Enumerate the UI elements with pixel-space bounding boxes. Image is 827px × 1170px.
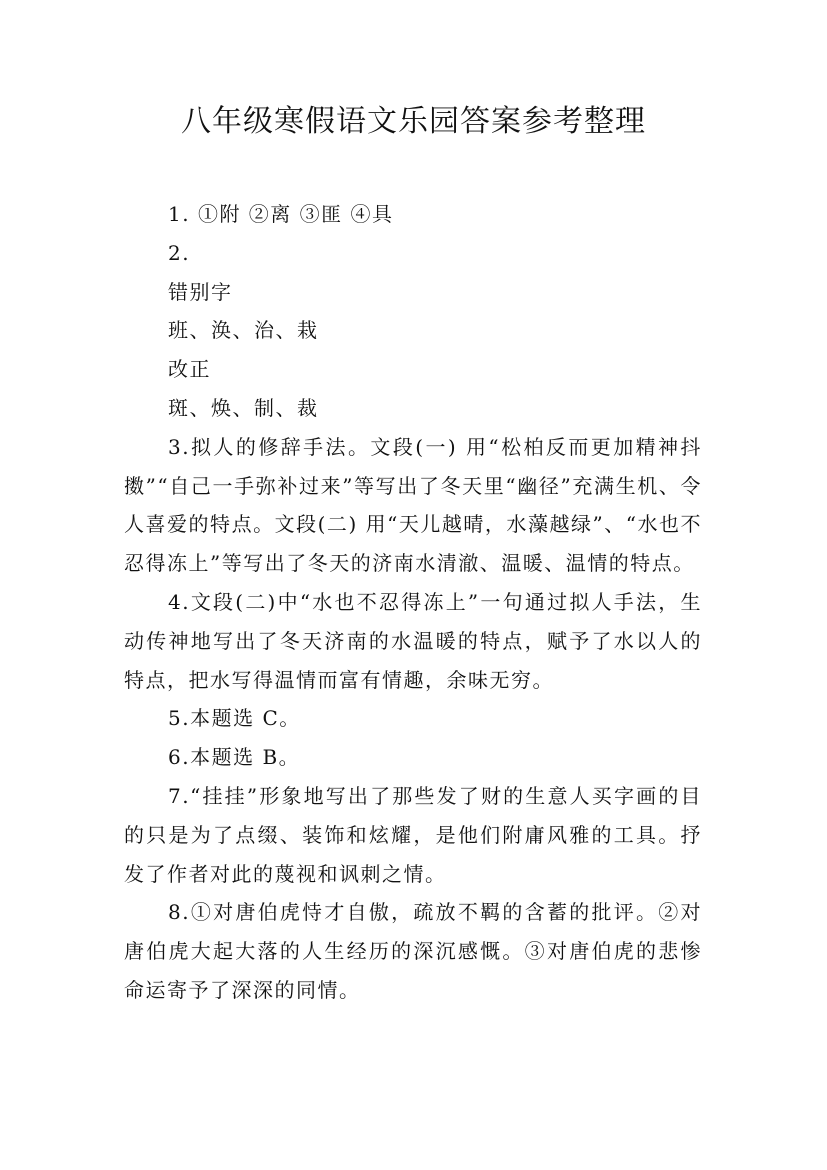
answer-2-fix-label: 改正 (168, 357, 211, 382)
answer-8: 8.①对唐伯虎恃才自傲，疏放不羁的含蓄的批评。②对唐伯虎大起大落的人生经历的深沉感慨。③对唐伯虎的悲惨命运寄予了深深的同情。 (124, 900, 702, 1002)
answer-3: 3.拟人的修辞手法。文段(一) 用“松柏反而更加精神抖擞”“自己一手弥补过来”等写出了冬天里“幽径”充满生机、令人喜爱的特点。文段(二) 用“天儿越晴，水藻越绿”、“水也不忍得冻上”等写出了冬天的济南水清澈、温暖、温情的特点。 (124, 434, 702, 576)
answer-2-wrong-label: 错别字 (168, 279, 233, 304)
answer-5: 5.本题选 C。 (168, 706, 301, 731)
answer-4: 4.文段(二)中“水也不忍得冻上”一句通过拟人手法，生动传神地写出了冬天济南的水温暖的特点，赋予了水以人的特点，把水写得温情而富有情趣，余味无穷。 (124, 589, 702, 692)
answer-2-wrong-chars: 班、涣、治、栽 (168, 318, 319, 343)
answer-1: 1. ①附 ②离 ③匪 ④具 (168, 202, 394, 226)
answer-6: 6.本题选 B。 (168, 745, 301, 770)
answer-7: 7.“挂挂”形象地写出了那些发了财的生意人买字画的目的只是为了点缀、装饰和炫耀，是他们附庸风雅的工具。抒发了作者对此的蔑视和讽刺之情。 (124, 783, 702, 886)
answer-body (124, 195, 702, 1010)
answer-2-fix-chars: 斑、焕、制、裁 (168, 395, 319, 420)
answer-2: 2. (168, 240, 191, 265)
document-title: 八年级寒假语文乐园答案参考整理 (181, 104, 646, 139)
